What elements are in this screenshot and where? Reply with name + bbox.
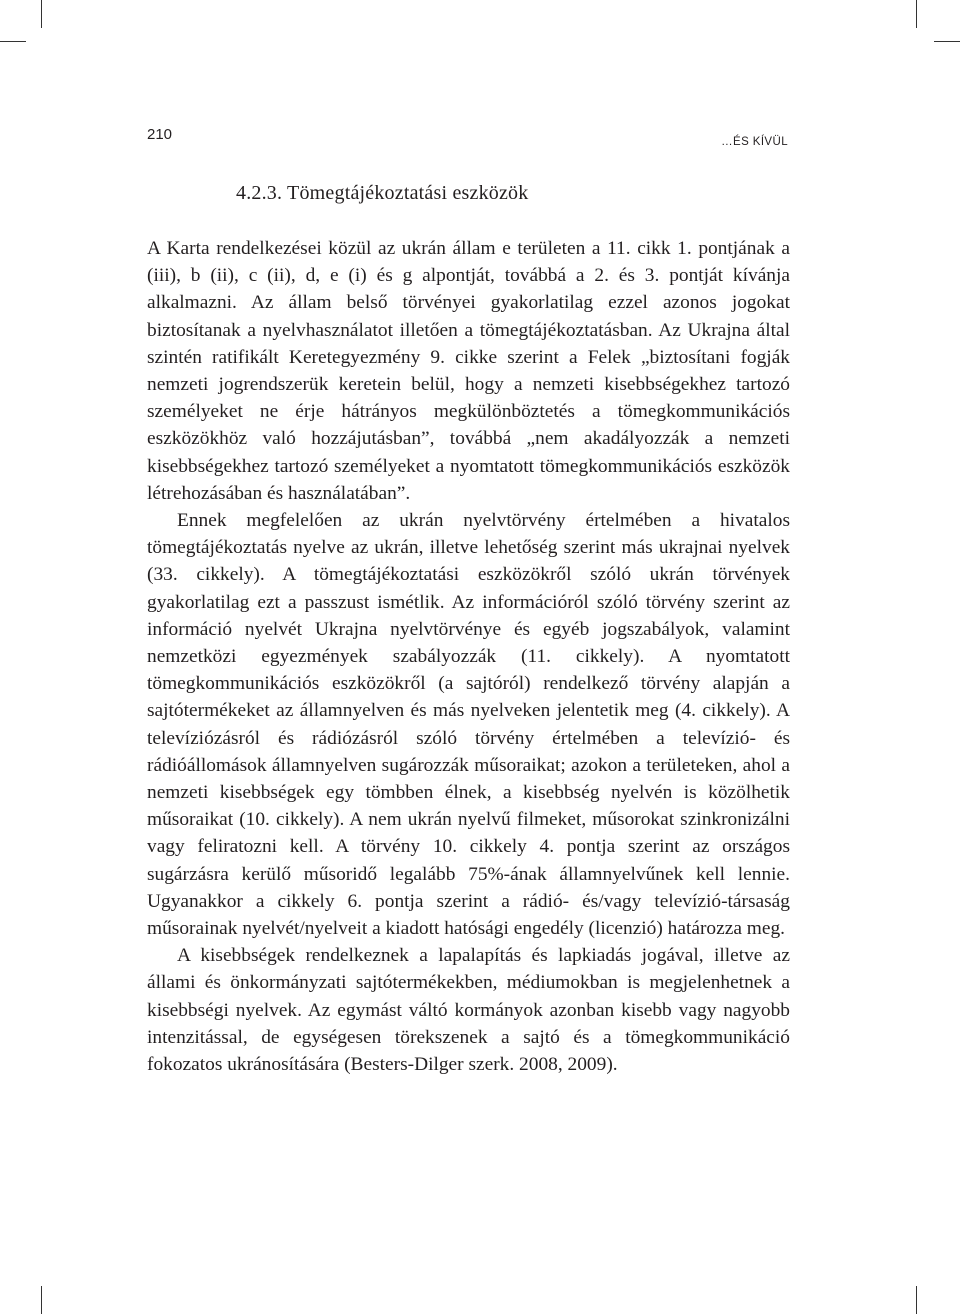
crop-mark-left-top (0, 41, 26, 42)
crop-mark-top-right (916, 0, 917, 28)
crop-mark-top-left (41, 0, 42, 28)
paragraph: Ennek megfelelően az ukrán nyelvtörvény értelmében a hivatalos tömegtájékoztatás nyelve az ukrán, illetve lehetőség szerint más ukrajnai nyelvek (33. cikkely). A tömegtájékoztatási eszközökről szóló ukrán törvények gyakorlatilag ezt a passzust ismétlik. Az információról szóló törvény szerint az információ nyelvét Ukrajna nyelvtörvénye és egyéb jogszabályok, valamint nemzetközi egyezmények szabályozzák (11. cikkely). A nyomtatott tömegkommunikációs eszközökről (a sajtóról) rendelkező törvény alapján a sajtótermékeket az államnyelven és más nyelveken jelentetik meg (4. cikkely). A televíziózásról és rádiózásról szóló törvény értelmében a televízió- és rádióállomások államnyelven sugározzák műsoraikat; azokon a területeken, ahol a nemzeti kisebbségek egy tömbben élnek, a kisebbség nyelvén is közölhetik műsoraikat (10. cikkely). A nem ukrán nyelvű filmeket, műsorokat szinkronizálni vagy feliratozni kell. A törvény 10. cikkely 4. pontja szerint az országos sugárzásra kerülő műsoridő legalább 75%-ának államnyelvűnek kell lennie. Ugyanakkor a cikkely 6. pontja szerint a rádió- és/vagy televízió-társaság műsorainak nyelvét/nyelveit a kiadott hatósági engedély (licenzió) határozza meg. (147, 510, 790, 940)
paragraph: A kisebbségek rendelkeznek a lapalapítás és lapkiadás jogával, illetve az állami és önkormányzati sajtótermékekben, médiumokban is megjelenhetnek a kisebbségi nyelvek. Az egymást váltó kormányok azonban kisebb vagy nagyobb intenzitással, de egységesen törekszenek a sajtó és a tömegkommunikáció fokozatos ukránosítására (Besters-Dilger szerk. 2008, 2009). (147, 945, 790, 1076)
paragraph: A Karta rendelkezései közül az ukrán állam e területen a 11. cikk 1. pontjának a (iii), b (ii), c (ii), d, e (i) és g alpontját, továbbá a 2. és 3. pontját kívánja alkalmazni. Az állam belső törvényei gyakorlatilag ezzel azonos jogokat biztosítanak a nyelvhasználatot illetően a tömegtájékoztatásban. Az Ukrajna által szintén ratifikált Keretegyezmény 9. cikke szerint a Felek „biztosítani fogják nemzeti jogrendszerük keretein belül, hogy a nemzeti kisebbségekhez tartozó személyeket ne érje hátrányos megkülönböztetés a tömegkommunikációs eszközökhöz való hozzájutásban”, továbbá „nem akadályozzák a nemzeti kisebbségekhez tartozó személyeket a nyomtatott tömegkommunikációs eszközök létrehozásában és használatában”. (147, 238, 790, 504)
page-number: 210 (147, 126, 173, 143)
crop-mark-bottom-right (916, 1286, 917, 1314)
body-text (147, 235, 790, 1078)
crop-mark-bottom-left (41, 1286, 42, 1314)
running-head: …ÉS KÍVÜL (721, 136, 788, 148)
crop-mark-right-top (934, 41, 960, 42)
section-heading: 4.2.3. Tömegtájékoztatási eszközök (236, 182, 529, 204)
